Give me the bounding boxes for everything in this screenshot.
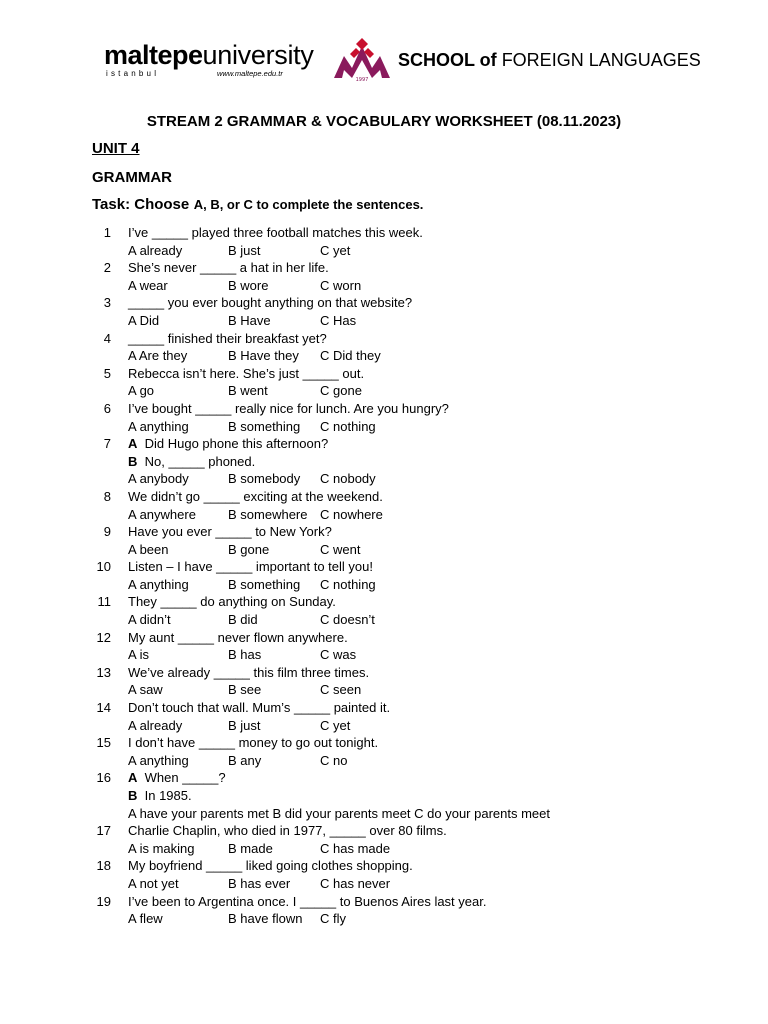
answer-options [92,418,692,436]
answer-option-b: B made [228,840,273,856]
question-text: We’ve already _____ this film three times. [128,664,370,680]
question-text: I’ve been to Argentina once. I _____ to Buenos Aires last year. [128,893,487,909]
question-number: 3 [103,295,111,311]
answer-option-b: B any [228,752,262,768]
worksheet-title: STREAM 2 GRAMMAR & VOCABULARY WORKSHEET (08.11.2023) [146,113,622,130]
dialog-speaker: A [128,770,138,786]
question-text: I’ve bought _____ really nice for lunch. Are you hungry? [128,400,449,416]
header [104,38,704,88]
answer-option-a: A anything [128,418,189,434]
dialog-speaker: B [128,788,138,803]
question-text: _____ finished their breakfast yet? [128,330,327,346]
question-number: 5 [103,365,111,381]
question-text: My boyfriend _____ liked going clothes shopping. [128,858,413,874]
question-text: Don’t touch that wall. Mum’s _____ painted it. [128,700,391,716]
answer-option-b: B has [228,647,262,663]
brand-name-regular: university [202,40,314,70]
university-logo [104,40,314,78]
answer-option-b: B went [228,383,268,399]
answer-options [92,875,692,893]
answer-options [92,611,692,629]
question-item [92,699,692,734]
answer-option-a: A not yet [128,875,179,891]
answer-option-b: B did [228,612,258,628]
answer-option-b: B see [228,682,262,698]
question-item [92,330,692,365]
answer-options [92,840,692,858]
question-item [92,224,692,259]
answer-options: A have your parents met B did your parents meet C do your parents meet [128,805,550,821]
question-number: 14 [96,700,111,716]
answer-option-b: B somewhere [228,506,308,522]
answer-option-b: B just [228,242,261,258]
question-text: We didn’t go _____ exciting at the weekend. [128,488,383,504]
answer-option-c: C was [320,647,357,663]
question-number: 17 [96,823,111,839]
answer-options [92,242,692,260]
answer-options [92,681,692,699]
answer-option-a: A flew [128,911,163,927]
dialog-speaker: B [128,453,138,469]
question-number: 12 [96,629,111,645]
answer-option-b: B gone [228,541,270,557]
answer-options [92,910,692,928]
answer-option-a: A wear [128,277,168,293]
answer-option-a: A anybody [128,471,189,487]
answer-options [92,717,692,735]
question-text: I don’t have _____ money to go out tonight. [128,735,379,751]
question-text: Listen – I have _____ important to tell you! [128,559,373,575]
answer-option-c: C has never [320,875,391,891]
answer-option-c: C no [320,752,348,768]
answer-option-c: C doesn’t [320,612,375,628]
question-item [92,769,692,822]
question-item [92,629,692,664]
question-number: 2 [103,260,111,276]
answer-option-a: A Are they [128,348,188,364]
question-number: 4 [103,330,111,346]
answer-options [92,347,692,365]
answer-option-c: C nothing [320,418,376,434]
question-item [92,488,692,523]
task-instruction: Task: Choose A, B, or C to complete the sentences. [92,196,424,213]
brand-website: www.maltepe.edu.tr [217,69,283,78]
answer-option-c: C yet [320,717,351,733]
question-text: _____ you ever bought anything on that website? [128,295,413,311]
question-number: 7 [103,436,111,452]
answer-option-c: C Did they [320,348,381,364]
answer-options [92,382,692,400]
question-item [92,294,692,329]
question-number: 9 [103,524,111,540]
answer-option-c: C Has [320,312,357,328]
answer-options [92,752,692,770]
question-list [92,224,692,928]
answer-option-b: B wore [228,277,269,293]
question-number: 18 [96,858,111,874]
question-item [92,857,692,892]
question-item [92,593,692,628]
answer-option-a: A saw [128,682,163,698]
question-item [92,893,692,928]
answer-option-a: A didn’t [128,612,171,628]
question-item [92,523,692,558]
dialog-text: No, _____ phoned. [144,453,256,469]
section-heading: GRAMMAR [92,169,172,186]
answer-options [92,506,692,524]
answer-option-b: B Have they [228,348,299,364]
school-emblem-icon [330,38,394,82]
school-name: SCHOOL of FOREIGN LANGUAGES [398,50,701,70]
question-text: They _____ do anything on Sunday. [128,594,336,610]
dialog-speaker: A [128,436,138,452]
answer-option-b: B something [228,418,301,434]
answer-options [92,470,692,488]
answer-option-c: C fly [320,911,346,927]
question-number: 6 [103,400,111,416]
dialog-line [92,453,692,471]
dialog-line [92,769,692,787]
answer-option-a: A already [128,717,183,733]
answer-option-c: C nothing [320,576,376,592]
answer-option-c: C worn [320,277,362,293]
brand-name-bold: maltepe [104,40,203,70]
question-number: 13 [96,664,111,680]
question-number: 11 [97,594,111,610]
question-item [92,822,692,857]
question-number: 16 [96,770,111,786]
question-number: 15 [96,735,111,751]
question-item [92,259,692,294]
question-number: 19 [96,893,111,909]
question-number: 8 [103,488,111,504]
answer-option-c: C nowhere [320,506,383,522]
answer-option-c: C went [320,541,361,557]
answer-options [92,646,692,664]
question-text: Charlie Chaplin, who died in 1977, _____ over 80 films. [128,823,447,839]
dialog-text: Did Hugo phone this afternoon? [144,436,329,452]
answer-option-b: B just [228,717,261,733]
answer-option-c: C has made [320,840,391,856]
question-text: She’s never _____ a hat in her life. [128,260,329,276]
answer-option-a: A anything [128,752,189,768]
question-item [92,664,692,699]
answer-option-a: A Did [128,312,160,328]
unit-heading: UNIT 4 [92,140,140,157]
dialog-text: When _____? [144,770,226,786]
brand-city: istanbul [106,69,160,78]
question-text: Have you ever _____ to New York? [128,524,332,540]
question-item [92,558,692,593]
question-number: 1 [103,225,111,240]
question-item [92,435,692,488]
answer-option-b: B somebody [228,471,301,487]
answer-options [92,576,692,594]
answer-option-b: B something [228,576,301,592]
answer-option-a: A is [128,647,149,663]
answer-option-a: A been [128,541,169,557]
answer-option-a: A anything [128,576,189,592]
answer-option-a: A go [128,383,155,399]
answer-option-a: A anywhere [128,506,196,522]
answer-options [92,541,692,559]
question-item [92,734,692,769]
answer-option-b: B Have [228,312,271,328]
dialog-text: In 1985. [144,788,192,803]
dialog-line [92,787,692,805]
answer-options [92,312,692,330]
question-text: My aunt _____ never flown anywhere. [128,629,348,645]
answer-option-a: A already [128,242,183,258]
answer-option-c: C gone [320,383,362,399]
dialog-line [92,435,692,453]
answer-option-c: C nobody [320,471,376,487]
question-number: 10 [96,559,111,575]
answer-options [92,277,692,295]
emblem-year: 1997 [355,77,369,82]
question-text: Rebecca isn’t here. She’s just _____ out. [128,365,365,381]
question-item [92,365,692,400]
answer-option-a: A is making [128,840,195,856]
answer-option-c: C yet [320,242,351,258]
question-item [92,400,692,435]
answer-option-c: C seen [320,682,362,698]
answer-option-b: B have flown [228,911,303,927]
question-text: I’ve _____ played three football matches this week. [128,225,423,240]
answer-option-b: B has ever [228,875,291,891]
